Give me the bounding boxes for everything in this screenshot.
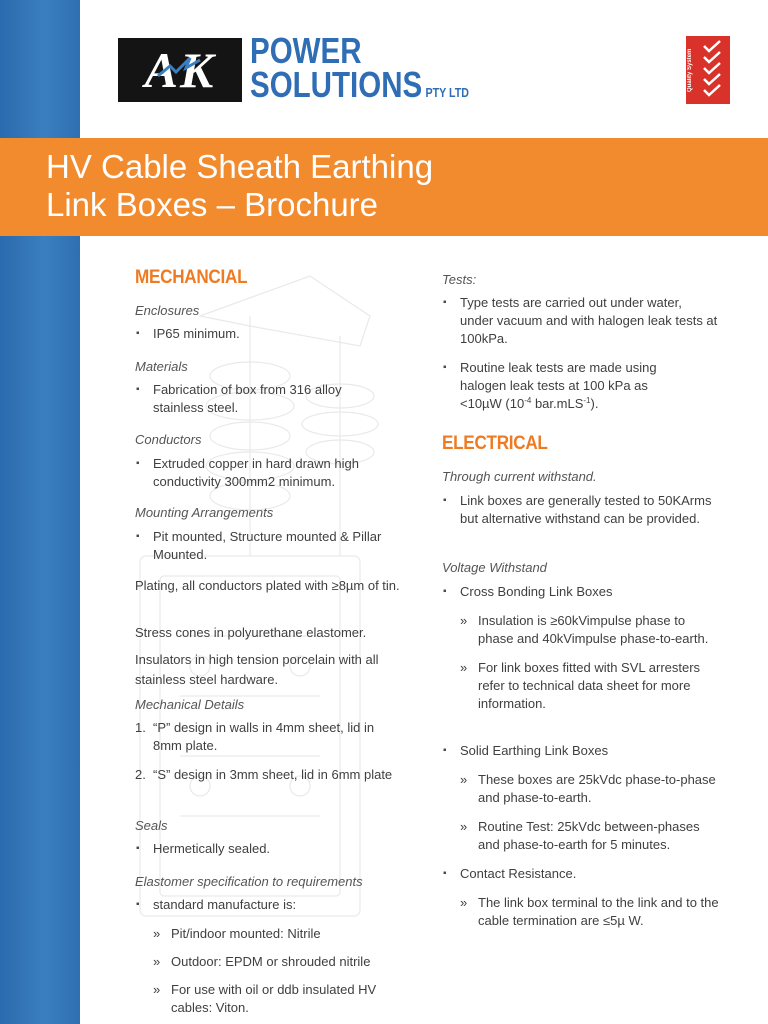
list-item: ▪ Contact Resistance. xyxy=(442,865,722,883)
brand-line-2-text: SOLUTIONS xyxy=(250,64,423,105)
item-text: “P” design in walls in 4mm sheet, lid in 8mm plate. xyxy=(153,720,375,753)
sub-list-item: » Outdoor: EPDM or shrouded nitrile xyxy=(135,953,407,971)
title-line-2: Link Boxes – Brochure xyxy=(46,186,379,223)
list-item xyxy=(135,766,397,784)
materials-list xyxy=(135,381,385,417)
elastomer-label: Elastomer specification to requirements xyxy=(135,874,363,889)
checkmarks-icon xyxy=(700,40,728,100)
list-item: ▪ Type tests are carried out under water, under vacuum and with halogen leak tests at 100kPa. xyxy=(442,294,718,348)
materials-label: Materials xyxy=(135,359,188,374)
list-item: ▪ Solid Earthing Link Boxes xyxy=(442,742,722,760)
sub-list-item: » For link boxes fitted with SVL arresters refer to technical data sheet for more information. xyxy=(442,659,722,713)
solid-earthing-sub-list xyxy=(442,771,722,854)
mounting-list xyxy=(135,528,393,564)
solid-earthing-list xyxy=(442,742,722,760)
voltage-withstand-list xyxy=(442,583,722,601)
list-item xyxy=(135,719,397,755)
voltage-withstand-label: Voltage Withstand xyxy=(442,560,547,575)
list-item: ▪ Link boxes are generally tested to 50KArms but alternative withstand can be provided. xyxy=(442,492,712,528)
logo-letters: AK xyxy=(144,42,216,98)
brand-suffix: PTY LTD xyxy=(425,85,469,100)
lightning-icon xyxy=(156,52,204,86)
list-item: ▪ Pit mounted, Structure mounted & Pillar Mounted. xyxy=(135,528,393,564)
conductors-list xyxy=(135,455,393,491)
leak-test-end: ). xyxy=(590,396,599,411)
plating-text: Plating, all conductors plated with ≥8µm of tin. xyxy=(135,578,400,593)
quality-system-text: Quality System xyxy=(687,48,693,92)
list-item: ▪ Fabrication of box from 316 alloy stainless steel. xyxy=(135,381,385,417)
leak-test-text: Routine leak tests are made using halogen leak tests at 100 kPa as <10µW (10 xyxy=(460,360,657,411)
elastomer-list xyxy=(135,896,407,914)
enclosures-label: Enclosures xyxy=(135,303,200,318)
mechanical-details-list xyxy=(135,719,397,784)
brand-line-2 xyxy=(250,64,469,110)
list-item: ▪ Hermetically sealed. xyxy=(135,840,407,858)
title-line-1: HV Cable Sheath Earthing xyxy=(46,148,434,185)
title-band xyxy=(0,138,768,236)
list-item: ▪ standard manufacture is: xyxy=(135,896,407,914)
stress-cones-text: Stress cones in polyurethane elastomer. xyxy=(135,625,367,640)
list-item xyxy=(442,359,692,413)
brochure-content xyxy=(80,236,768,1024)
sub-list-item: » For use with oil or ddb insulated HV cables: Viton. xyxy=(135,981,385,1017)
item-text: “S” design in 3mm sheet, lid in 6mm plate xyxy=(153,767,393,782)
exponent: -4 xyxy=(524,396,532,405)
quality-system-badge xyxy=(686,36,730,104)
contact-resistance-sub-list xyxy=(442,894,722,930)
tests-list xyxy=(442,294,718,413)
through-current-list xyxy=(442,492,712,528)
elastomer-sub-list xyxy=(135,925,407,1017)
conductors-label: Conductors xyxy=(135,432,202,447)
tests-label: Tests: xyxy=(442,272,477,287)
sub-list-item: » Pit/indoor mounted: Nitrile xyxy=(135,925,407,943)
insulators-text: Insulators in high tension porcelain with all stainless steel hardware. xyxy=(135,652,379,687)
mechanical-details-label: Mechanical Details xyxy=(135,697,245,712)
leak-test-unit: bar.mLS xyxy=(531,396,584,411)
item-number: 1. xyxy=(135,720,146,735)
sub-list-item: » Insulation is ≥60kVimpulse phase to phase and 40kVimpulse phase-to-earth. xyxy=(442,612,722,648)
list-item: ▪ Cross Bonding Link Boxes xyxy=(442,583,722,601)
sub-list-item: » The link box terminal to the link and to the cable termination are ≤5µ W. xyxy=(442,894,722,930)
cross-bonding-sub-list xyxy=(442,612,722,713)
brand-line-1: POWER xyxy=(250,30,362,71)
list-item: ▪ Extruded copper in hard drawn high conductivity 300mm2 minimum. xyxy=(135,455,393,491)
electrical-heading: ELECTRICAL xyxy=(442,433,548,454)
mechanical-heading: MECHANCIAL xyxy=(135,267,248,288)
through-current-label: Through current withstand. xyxy=(442,469,597,484)
contact-resistance-list xyxy=(442,865,722,883)
item-number: 2. xyxy=(135,767,146,782)
list-item: ▪ IP65 minimum. xyxy=(135,325,407,343)
page-title xyxy=(46,148,433,224)
brand-name xyxy=(250,30,469,110)
seals-list xyxy=(135,840,407,858)
mounting-label: Mounting Arrangements xyxy=(135,505,274,520)
company-logo xyxy=(118,38,242,102)
exponent: -1 xyxy=(583,396,591,405)
sub-list-item: » Routine Test: 25kVdc between-phases and phase-to-earth for 5 minutes. xyxy=(442,818,722,854)
header xyxy=(80,0,768,138)
seals-label: Seals xyxy=(135,818,168,833)
enclosures-list xyxy=(135,325,407,343)
sub-list-item: » These boxes are 25kVdc phase-to-phase and phase-to-earth. xyxy=(442,771,722,807)
